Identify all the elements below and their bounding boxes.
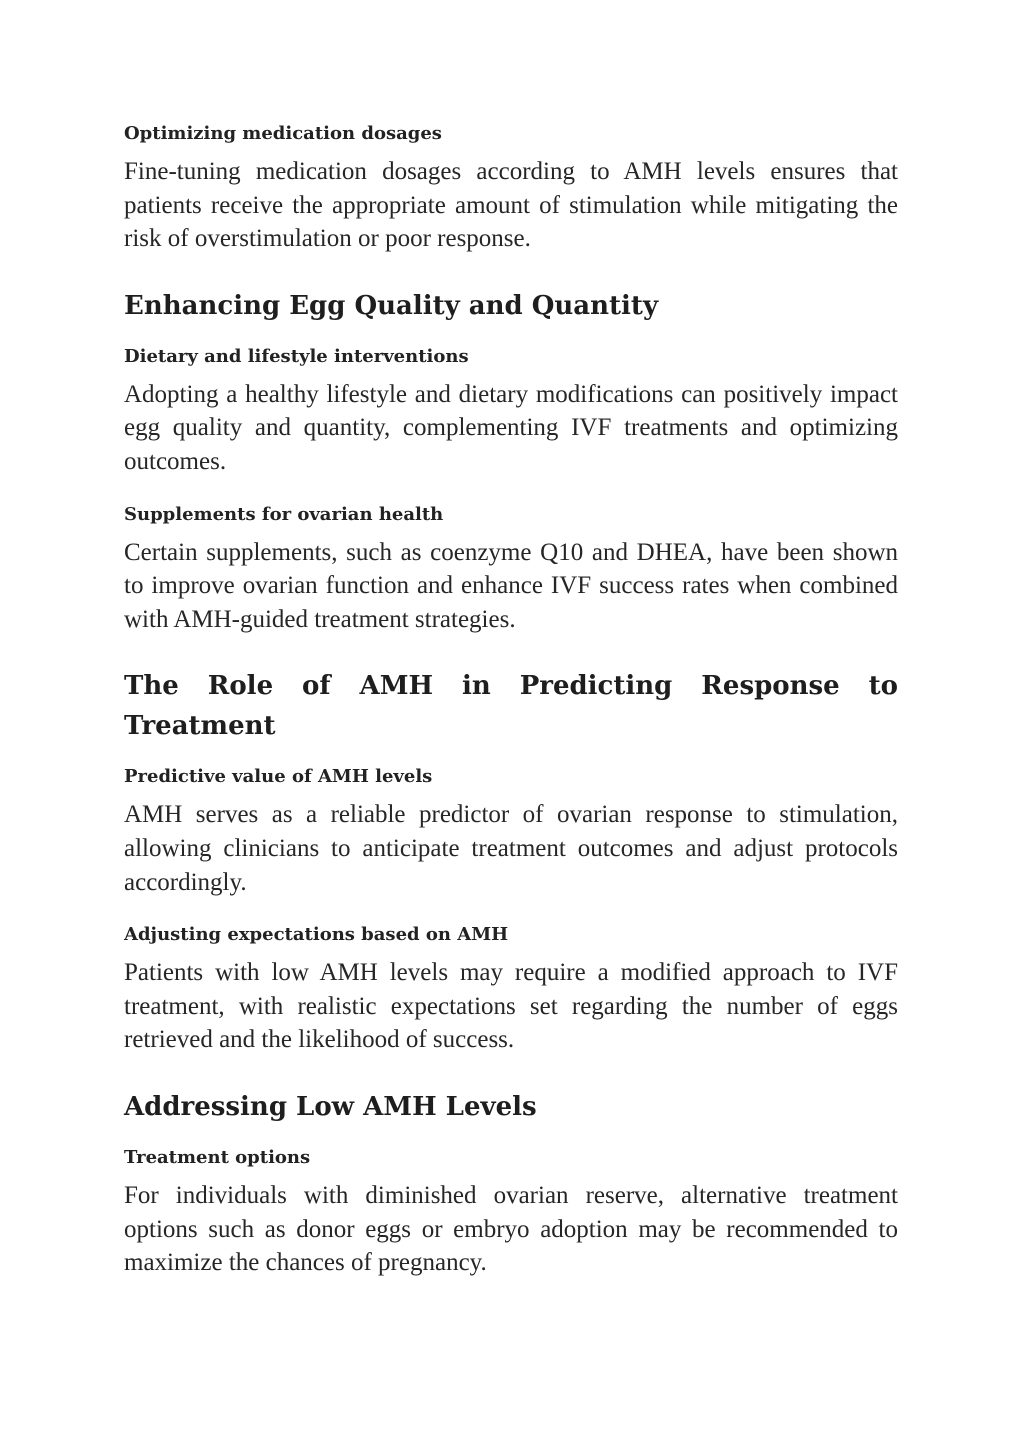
subheading-dietary-lifestyle: Dietary and lifestyle interventions <box>124 345 469 367</box>
paragraph-supplements: Certain supplements, such as coenzyme Q10 and DHEA, have been shown to improve ovarian function and enhance IVF success rates when combined with AMH-guided treatment strategies. <box>124 538 898 633</box>
subheading-optimizing-medication-dosages: Optimizing medication dosages <box>124 123 442 144</box>
subheading-predictive-value: Predictive value of AMH levels <box>124 766 433 788</box>
paragraph-dietary-lifestyle: Adopting a healthy lifestyle and dietary modifications can positively impact egg quality and quantity, complementing IVF treatments and optimizing outcomes. <box>124 380 898 475</box>
paragraph-predictive-value: AMH serves as a reliable predictor of ovarian response to stimulation, allowing clinicians to anticipate treatment outcomes and adjust protocols accordingly. <box>124 801 898 896</box>
section-title-egg-quality: Enhancing Egg Quality and Quantity <box>124 290 659 321</box>
subheading-supplements: Supplements for ovarian health <box>124 503 444 525</box>
paragraph-treatment-options: For individuals with diminished ovarian reserve, alternative treatment options such as donor eggs or embryo adoption may be recommended to maximize the chances of pregnancy. <box>124 1181 898 1277</box>
section-title-role-of-amh: The Role of AMH in Predicting Response to Treatment <box>124 671 898 742</box>
document-page <box>124 121 898 1280</box>
subheading-adjusting-expectations: Adjusting expectations based on AMH <box>124 924 509 946</box>
subheading-treatment-options: Treatment options <box>124 1146 311 1168</box>
section-title-low-amh: Addressing Low AMH Levels <box>124 1091 537 1122</box>
paragraph-adjusting-expectations: Patients with low AMH levels may require a modified approach to IVF treatment, with realistic expectations set regarding the number of eggs retrieved and the likelihood of success. <box>124 959 898 1054</box>
paragraph-optimizing-medication-dosages: Fine-tuning medication dosages according to AMH levels ensures that patients receive the appropriate amount of stimulation while mitigating the risk of overstimulation or poor response. <box>124 158 898 253</box>
